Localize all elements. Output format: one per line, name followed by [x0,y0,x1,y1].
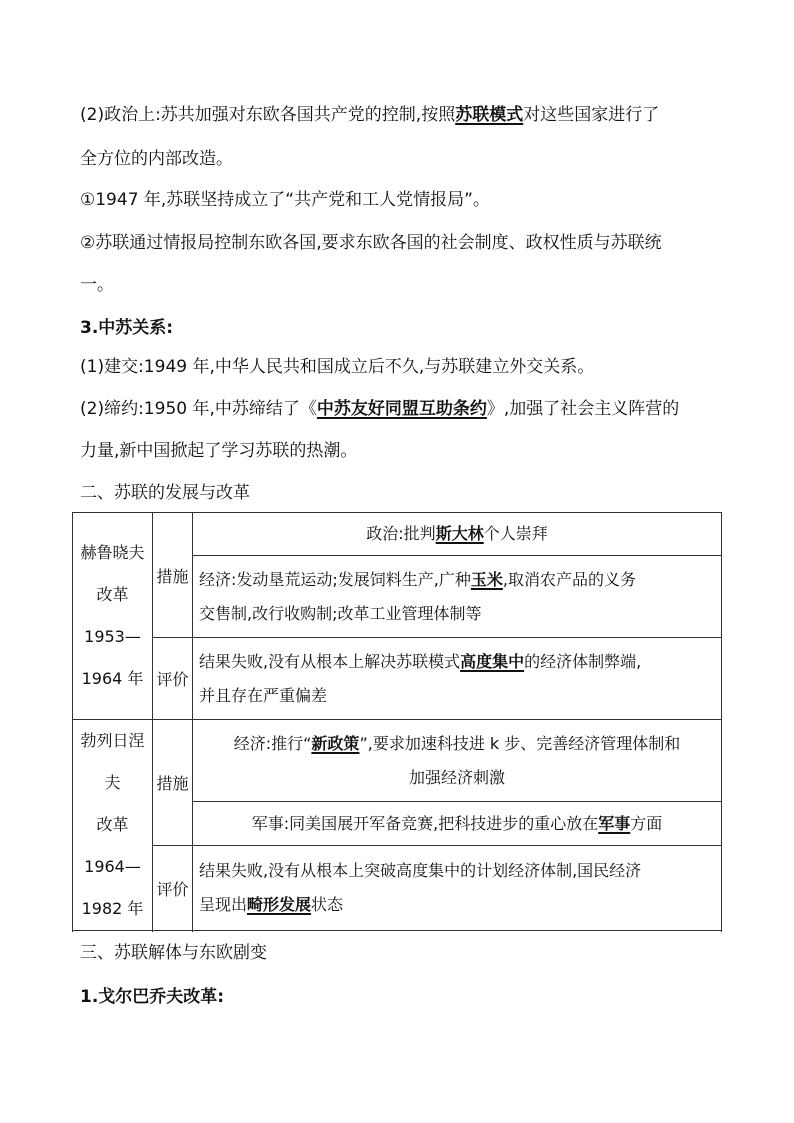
sino-soviet-p2-line-1 [80,398,720,420]
khrushchev-eval-label: 评价 [153,638,193,720]
sino-soviet-p1: (1)建交:1949 年,中华人民共和国成立后不久,与苏联建立外交关系。 [80,357,595,377]
khrushchev-economy-cell [193,556,722,638]
reform-table [72,512,722,931]
text: 状态 [311,895,344,914]
part3-title: 三、苏联解体与东欧剧变 [80,943,267,963]
text: 的经济体制弊端, [524,651,642,671]
text: 政治:批判 [366,524,436,543]
name-line: 1953— [84,627,141,646]
text: (2)缔约:1950 年,中苏缔结了《 [80,399,317,419]
name-line: 赫鲁晓夫 [80,543,145,562]
text: 个人崇拜 [483,524,548,543]
name-line: 1964— [84,857,141,876]
text: 经济:发动垦荒运动;发展饲料生产,广种 [199,569,471,589]
text: 加强经济刺激 [408,767,505,787]
keyword-treaty: 中苏友好同盟互助条约 [316,399,487,419]
brezhnev-eval-label: 评价 [153,846,193,931]
text: 经济:推行“ [233,733,312,753]
politics-item-2-line-1: ②苏联通过情报局控制东欧各国,要求东欧各国的社会制度、政权性质与苏联统 [80,233,662,253]
name-line: 1982 年 [81,899,144,918]
text: 并且存在严重偏差 [199,685,328,705]
sino-soviet-p2-line-2: 力量,新中国掀起了学习苏联的热潮。 [80,441,358,461]
name-line: 1964 年 [81,669,144,688]
text: (2)政治上:苏共加强对东欧各国共产党的控制,按照 [80,105,456,125]
keyword-new-policy: 新政策 [311,733,360,753]
keyword-soviet-model: 苏联模式 [455,105,524,125]
part2-title: 二、苏联的发展与改革 [80,483,250,503]
brezhnev-economy-cell [193,720,722,802]
keyword-corn: 玉米 [470,569,503,589]
text: ,取消农产品的义务 [502,569,636,589]
sino-soviet-heading: 3.中苏关系: [80,318,174,338]
politics-line-2: 全方位的内部改造。 [80,149,233,169]
khrushchev-measures-label: 措施 [153,513,193,638]
text: ”,要求加速科技进 k 步、完善经济管理体制和 [359,733,681,753]
text: 方面 [630,813,663,833]
text: 》,加强了社会主义阵营的 [486,399,680,419]
text: 结果失败,没有从根本上突破高度集中的计划经济体制,国民经济 [199,861,642,880]
name-line: 夫 [104,773,121,792]
name-line: 勃列日涅 [80,731,145,750]
brezhnev-military-cell [193,802,722,846]
keyword-military: 军事 [598,813,631,833]
khrushchev-politics-cell [193,513,722,556]
keyword-stalin: 斯大林 [435,524,484,543]
politics-line-1 [80,104,720,126]
politics-item-1: ①1947 年,苏联坚持成立了“共产党和工人党情报局”。 [80,190,490,210]
brezhnev-eval-cell [193,846,722,931]
name-line: 改革 [96,585,129,604]
khrushchev-name-cell [73,513,153,720]
politics-item-2-line-2: 一。 [80,275,114,295]
text: 军事:同美国展开军备竞赛,把科技进步的重心放在 [251,813,599,833]
brezhnev-name-cell [73,720,153,931]
text: 结果失败,没有从根本上解决苏联模式 [199,651,461,671]
brezhnev-measures-label: 措施 [153,720,193,846]
gorbachev-heading: 1.戈尔巴乔夫改革: [80,987,225,1007]
keyword-highly-centralized: 高度集中 [460,651,525,671]
text: 交售制,改行收购制;改革工业管理体制等 [199,603,482,623]
keyword-distorted-development: 畸形发展 [247,895,312,914]
text: 对这些国家进行了 [523,105,660,125]
text: 呈现出 [199,895,248,914]
khrushchev-eval-cell [193,638,722,720]
name-line: 改革 [96,815,129,834]
